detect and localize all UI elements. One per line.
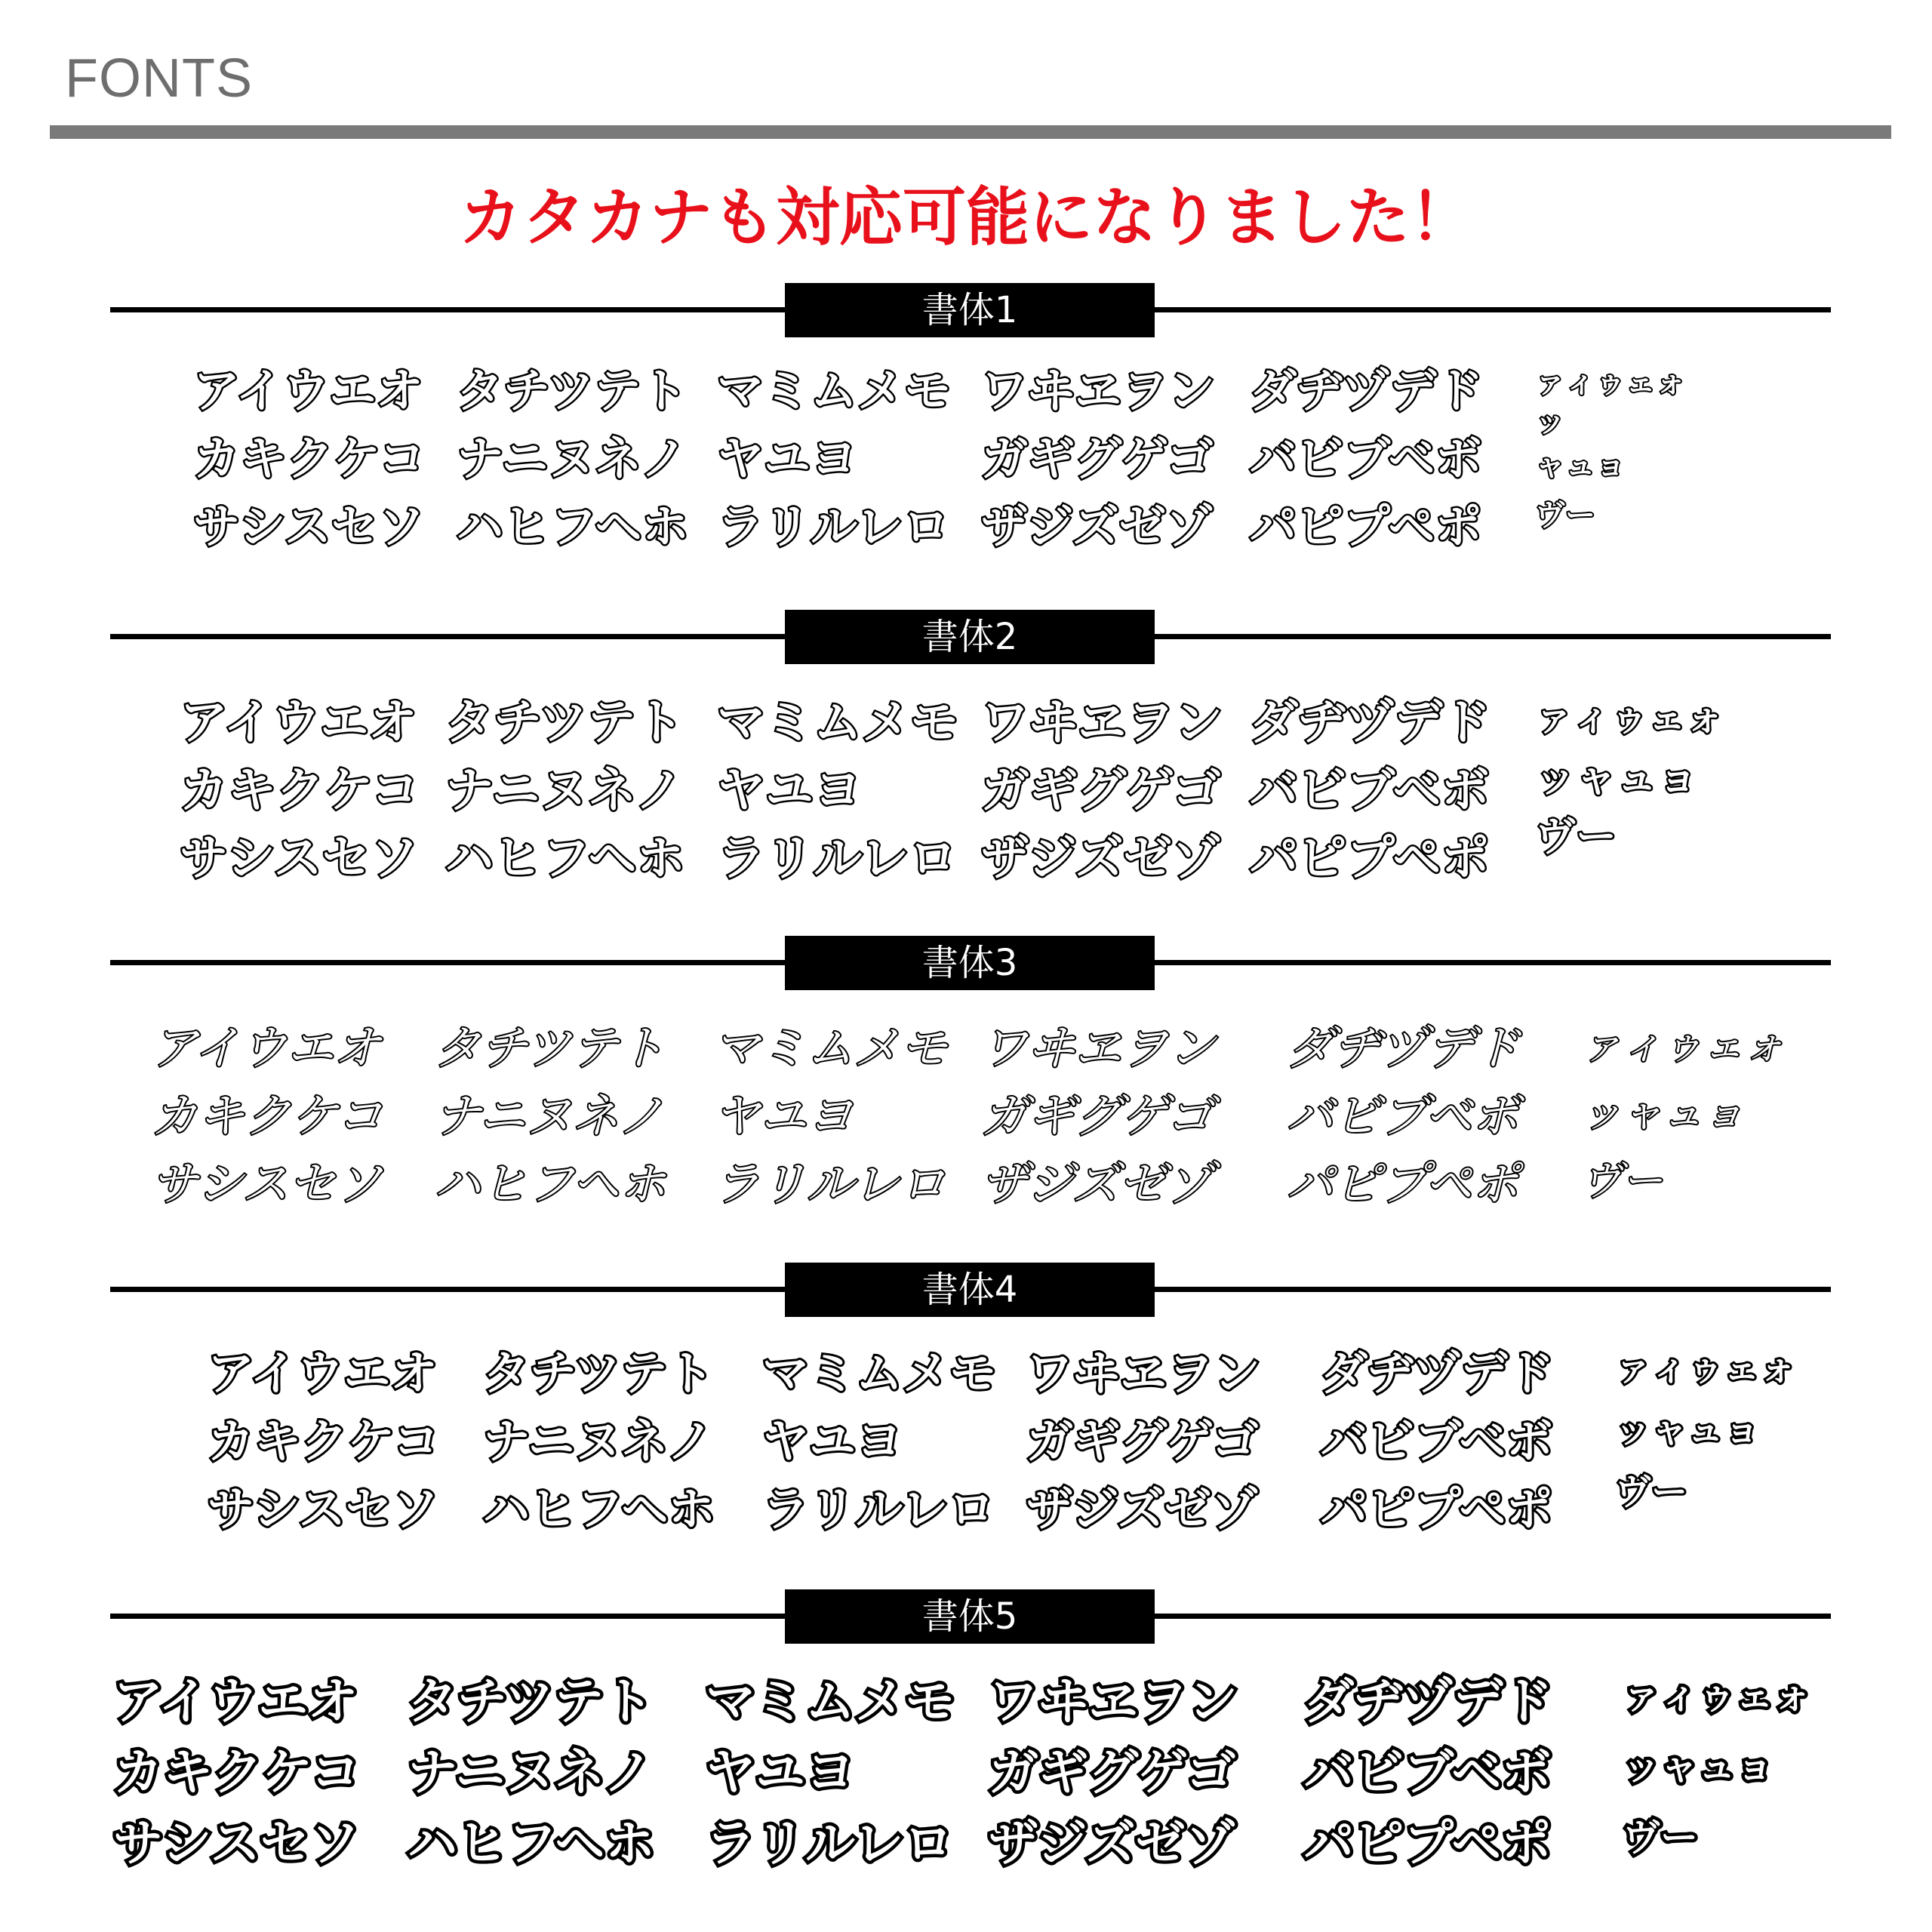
sample-line: サシスセソ (193, 499, 425, 554)
sample-line: ラリルレロ (762, 1481, 995, 1537)
section-label: 書体3 (785, 936, 1155, 990)
sample-line: ヴー (1615, 1471, 1688, 1513)
title-divider (50, 125, 1891, 139)
sample-line: バビブベボ (1287, 1088, 1519, 1143)
sample-line: ワヰヱヲン (981, 1020, 1216, 1075)
section-label: 書体5 (785, 1589, 1155, 1644)
sample-line: ワヰヱヲン (989, 1672, 1238, 1730)
sample-line: カキクケコ (193, 431, 426, 486)
font-section-2 (0, 610, 1932, 912)
sample-line: ワヰヱヲン (1026, 1346, 1261, 1401)
sample-line: ワヰヱヲン (981, 363, 1216, 418)
sample-line: ガギグゲゴ (981, 1088, 1214, 1143)
sample-line: ガギグゲゴ (981, 431, 1214, 486)
sample-line: アイウエオ (113, 1672, 358, 1730)
sample-line: サシスセソ (151, 1156, 383, 1211)
sample-line: ヴー (1623, 1816, 1698, 1860)
sample-line: アイウエオ (193, 363, 423, 418)
sample-line: アイウエオ (151, 1020, 381, 1075)
sample-line: マミムメモ (706, 1672, 955, 1730)
section-label: 書体4 (785, 1263, 1155, 1317)
sample-line: ザジズゼゾ (1026, 1481, 1258, 1537)
sample-line: ャュョ (1535, 448, 1626, 483)
sample-line: パピプペポ (1321, 1481, 1553, 1537)
sample-line: ダヂヅデド (1250, 695, 1491, 751)
sample-line: ハヒフヘホ (483, 1481, 715, 1537)
sample-line: バビブベボ (1250, 431, 1482, 486)
sample-line: マミムメモ (762, 1346, 997, 1401)
sample-line: ァィゥェォ (1615, 1347, 1797, 1389)
font-section-1 (0, 283, 1932, 585)
sample-line: ヤユヨ (717, 431, 858, 486)
sample-line: ナニヌネノ (408, 1743, 654, 1801)
font-section-3 (0, 936, 1932, 1238)
sample-line: サシスセソ (208, 1481, 439, 1537)
sample-line: ハヒフヘホ (445, 831, 685, 887)
sample-line: ダヂヅデド (1321, 1346, 1555, 1401)
sample-line: ハヒフヘホ (457, 499, 689, 554)
sample-line: カキクケコ (113, 1743, 361, 1801)
sample-line: タチツテト (434, 1020, 666, 1075)
sample-line: ラリルレロ (706, 1814, 954, 1872)
sample-line: タチツテト (408, 1672, 654, 1730)
sample-line: ナニヌネノ (483, 1414, 714, 1469)
font-section-4 (0, 1263, 1932, 1564)
sample-line: パピプペポ (1250, 831, 1490, 887)
sample-line: カキクケコ (208, 1414, 440, 1469)
sample-line: ヤユヨ (717, 763, 862, 819)
sample-line: ラリルレロ (713, 1156, 946, 1211)
sample-line: ワヰヱヲン (981, 695, 1223, 751)
sample-line: ヤユヨ (762, 1414, 903, 1469)
sample-line: カキクケコ (180, 763, 420, 819)
sample-line: ザジズゼゾ (981, 499, 1213, 554)
sample-line: ナニヌネノ (457, 431, 688, 486)
sample-line: パピプペポ (1250, 499, 1482, 554)
sample-line: ハヒフヘホ (434, 1156, 666, 1211)
sample-line: マミムメモ (713, 1020, 948, 1075)
sample-line: マミムメモ (717, 363, 952, 418)
sample-line: ッャュョ (1615, 1409, 1761, 1451)
sample-line: ザジズゼゾ (989, 1814, 1235, 1872)
sample-line: ハヒフヘホ (408, 1814, 655, 1872)
sample-line: ァィゥェォ (1535, 696, 1724, 740)
font-section-5 (0, 1589, 1932, 1921)
sample-line: カキクケコ (151, 1088, 383, 1143)
section-label: 書体2 (785, 610, 1155, 664)
sample-line: ッ (1535, 405, 1565, 439)
sample-line: サシスセソ (113, 1814, 360, 1872)
sample-line: ダヂヅデド (1304, 1672, 1553, 1730)
sample-line: タチツテト (445, 695, 685, 751)
sample-line: ァィゥェォ (1535, 365, 1686, 400)
sample-line: ヴー (1535, 498, 1595, 533)
sample-line: タチツテト (483, 1346, 715, 1401)
sample-line: ッャュョ (1581, 1089, 1744, 1137)
sample-line: ヴー (1535, 813, 1617, 860)
sample-line: ガギグゲゴ (1026, 1414, 1259, 1469)
section-label: 書体1 (785, 283, 1155, 337)
sample-line: ダヂヅデド (1287, 1020, 1521, 1075)
sample-line: ナニヌネノ (445, 763, 684, 819)
sample-line: アイウエオ (180, 695, 417, 751)
sample-line: ダヂヅデド (1250, 363, 1484, 418)
sample-line: ァィゥェォ (1623, 1674, 1811, 1718)
sample-line: バビブベボ (1321, 1414, 1553, 1469)
sample-line: ヴー (1581, 1157, 1663, 1204)
sample-line: ザジズゼゾ (981, 1156, 1213, 1211)
sample-line: ッャュョ (1623, 1745, 1774, 1789)
sample-line: ザジズゼゾ (981, 831, 1220, 887)
sample-line: タチツテト (457, 363, 688, 418)
headline: カタカナも対応可能になりました！ (458, 180, 1473, 254)
sample-line: サシスセソ (180, 831, 419, 887)
sample-line: ガギグゲゴ (981, 763, 1221, 819)
sample-line: バビブベボ (1304, 1743, 1552, 1801)
sample-line: ヤユヨ (713, 1088, 854, 1143)
sample-line: ラリルレロ (717, 831, 958, 887)
sample-line: マミムメモ (717, 695, 958, 751)
sample-line: ァィゥェォ (1581, 1021, 1785, 1069)
sample-line: ガギグゲゴ (989, 1743, 1236, 1801)
sample-line: ヤユヨ (706, 1743, 855, 1801)
sample-line: パピプペポ (1287, 1156, 1519, 1211)
sample-line: ラリルレロ (717, 499, 950, 554)
sample-line: ナニヌネノ (434, 1088, 665, 1143)
sample-line: バビブベボ (1250, 763, 1490, 819)
page-title: FONTS (65, 48, 253, 109)
sample-line: アイウエオ (208, 1346, 438, 1401)
sample-line: ッャュョ (1535, 754, 1698, 801)
sample-line: パピプペポ (1304, 1814, 1552, 1872)
